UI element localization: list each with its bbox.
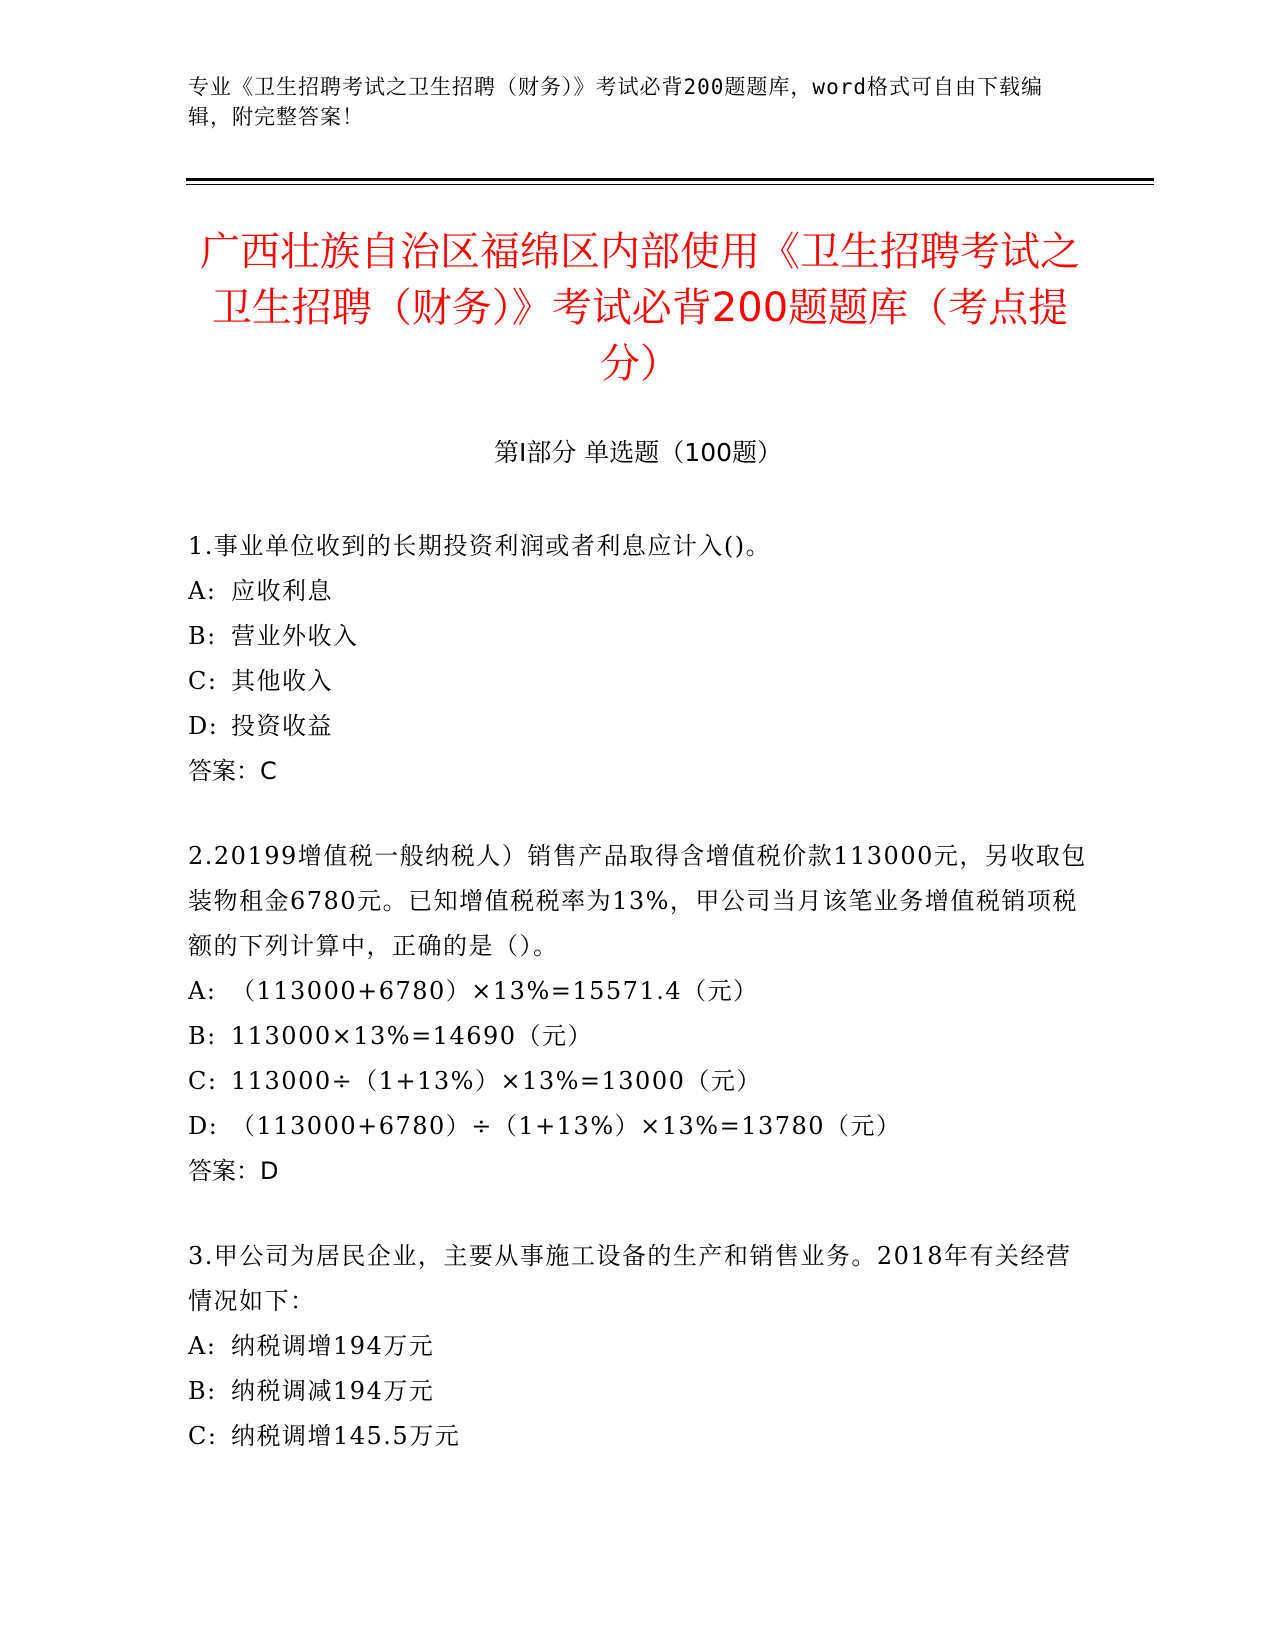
question-stem: 1.事业单位收到的长期投资利润或者利息应计入()。 [188,532,772,560]
option-text: （113000+6780）×13%=15571.4（元） [231,977,759,1005]
header-divider-thin [186,184,1154,185]
option-key: B: [188,1377,217,1405]
option-text: 113000÷（1+13%）×13%=13000（元） [231,1067,762,1095]
option-key: A: [188,577,217,605]
option-key: A: [188,977,217,1005]
option-key: C: [188,667,218,695]
option-key: D: [188,1112,219,1140]
section-title: 第Ⅰ部分 单选题（100题） [493,438,783,467]
option-key: A: [188,1332,217,1360]
option-text: 其他收入 [231,667,333,695]
question-3 [188,1234,1088,1459]
option-key: C: [188,1067,218,1095]
option-text: 纳税调减194万元 [231,1377,435,1405]
answer: 答案：C [188,757,277,785]
question-1 [188,524,1088,794]
option-a [188,569,1088,614]
option-key: B: [188,1022,217,1050]
option-b [188,1369,1088,1414]
question-2 [188,834,1088,1194]
header-note: 专业《卫生招聘考试之卫生招聘（财务）》考试必背200题题库，word格式可自由下载编辑，附完整答案！ [188,75,1043,129]
option-b [188,614,1088,659]
option-d [188,704,1088,749]
option-a [188,1324,1088,1369]
answer: 答案：D [188,1157,279,1185]
option-d [188,1104,1088,1149]
question-stem: 2.20199增值税一般纳税人）销售产品取得含增值税价款113000元，另收取包装物租金6780元。已知增值税税率为13%，甲公司当月该笔业务增值税销项税额的下列计算中，正确的是（）。 [188,842,1087,960]
option-text: 纳税调增145.5万元 [231,1422,461,1450]
document-title: 广西壮族自治区福绵区内部使用《卫生招聘考试之卫生招聘（财务）》考试必背200题题库（考点提分） [200,229,1080,387]
option-b [188,1014,1088,1059]
option-a [188,969,1088,1014]
option-key: C: [188,1422,218,1450]
option-c [188,1059,1088,1104]
header-divider-thick [186,178,1154,181]
question-stem: 3.甲公司为居民企业，主要从事施工设备的生产和销售业务。2018年有关经营情况如下： [188,1242,1072,1315]
option-text: （113000+6780）÷（1+13%）×13%=13780（元） [231,1112,902,1140]
question-list [188,524,1088,1499]
option-key: B: [188,622,217,650]
option-text: 113000×13%=14690（元） [231,1022,594,1050]
option-text: 应收利息 [231,577,333,605]
option-key: D: [188,712,219,740]
option-text: 投资收益 [231,712,333,740]
option-text: 营业外收入 [231,622,359,650]
option-c [188,659,1088,704]
option-c [188,1414,1088,1459]
option-text: 纳税调增194万元 [231,1332,435,1360]
